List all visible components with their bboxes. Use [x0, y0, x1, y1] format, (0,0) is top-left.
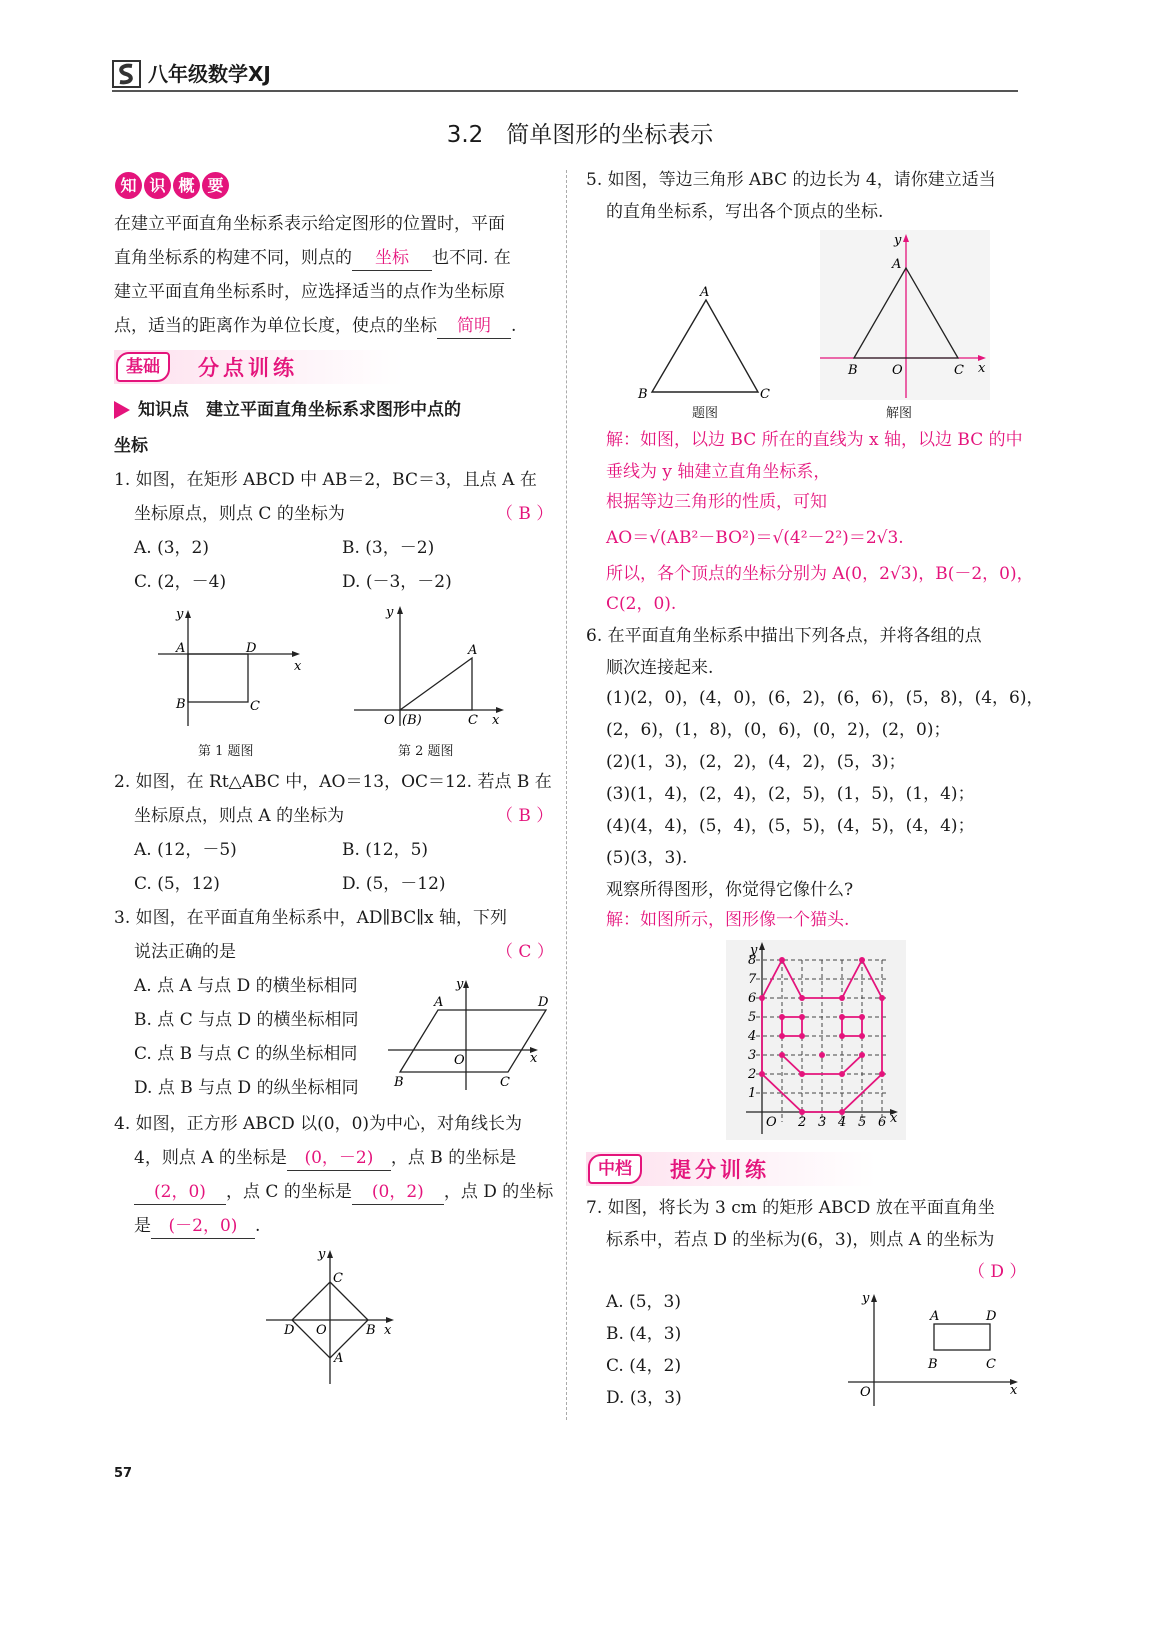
svg-text:4: 4 [748, 1029, 757, 1044]
advanced-tag: 中档 [588, 1154, 642, 1184]
q2-option-d: D. (5，－12) [342, 874, 446, 894]
knowledge-text: 知识点 建立平面直角坐标系求图形中点的 [138, 400, 461, 420]
q3-line: 说法正确的是 [134, 942, 236, 962]
q4-line [134, 1214, 260, 1239]
q5-question-caption: 题图 [692, 406, 719, 421]
svg-text:x: x [890, 1111, 898, 1126]
svg-text:C: C [954, 363, 964, 378]
svg-text:6: 6 [748, 991, 757, 1006]
svg-text:y: y [750, 943, 758, 958]
q6-cat-figure [726, 940, 906, 1140]
svg-text:B: B [638, 387, 648, 400]
svg-text:A: A [930, 1309, 940, 1324]
svg-text:B: B [176, 697, 186, 712]
q7-option-a: A. (5，3) [606, 1292, 681, 1312]
svg-text:x: x [294, 659, 302, 674]
svg-text:2: 2 [798, 1115, 807, 1130]
column-divider [566, 170, 567, 1420]
svg-text:O: O [316, 1323, 327, 1338]
svg-text:7: 7 [748, 972, 757, 987]
svg-text:3: 3 [748, 1048, 757, 1063]
q2-option-b: B. (12，5) [342, 840, 429, 860]
q5-solution-caption: 解图 [886, 406, 913, 421]
q1-option-b: B. (3，－2) [342, 538, 435, 558]
q4-text: ，点 B 的坐标是 [390, 1148, 517, 1168]
q1-option-a: A. (3，2) [134, 538, 209, 558]
q7-option-b: B. (4，3) [606, 1324, 682, 1344]
svg-text:x: x [530, 1051, 538, 1066]
q1-figure-caption: 第 1 题图 [198, 744, 254, 759]
q1-answer: （ B ） [496, 504, 554, 524]
q6-question: 观察所得图形，你觉得它像什么? [606, 880, 854, 900]
svg-text:A: A [176, 641, 186, 656]
overview-line [114, 314, 516, 339]
svg-text:C: C [760, 387, 770, 400]
q2-line: 坐标原点，则点 A 的坐标为 [134, 806, 345, 826]
q5-line: 5. 如图，等边三角形 ABC 的边长为 4，请你建立适当 [586, 170, 996, 190]
advanced-banner [586, 1152, 876, 1186]
badge-char: 识 [144, 172, 171, 199]
q2-line: 2. 如图，在 Rt△ABC 中，AO＝13，OC＝12. 若点 B 在 [114, 772, 552, 792]
q5-solution-line: 垂线为 y 轴建立直角坐标系， [606, 462, 831, 482]
svg-text:y: y [318, 1247, 326, 1262]
svg-text:5: 5 [858, 1115, 867, 1130]
svg-text:C: C [500, 1075, 510, 1090]
q3-figure [384, 972, 554, 1092]
q7-figure [842, 1288, 1024, 1410]
q2-answer: （ B ） [496, 806, 554, 826]
svg-text:C: C [250, 699, 260, 714]
play-icon [114, 401, 130, 419]
svg-text:O: O [766, 1115, 777, 1130]
svg-text:y: y [176, 607, 184, 622]
svg-text:D: D [986, 1309, 997, 1324]
basic-banner [114, 350, 404, 384]
section-title: 3.2 简单图形的坐标表示 [446, 122, 714, 148]
q7-option-c: C. (4，2) [606, 1356, 682, 1376]
q6-points: (5)(3，3). [606, 848, 688, 868]
svg-text:1: 1 [748, 1086, 757, 1101]
q6-points: (3)(1，4)，(2，4)，(2，5)，(1，5)，(1，4)； [606, 784, 975, 804]
q7-option-d: D. (3，3) [606, 1388, 682, 1408]
q5-solution-line: AO＝√(AB²－BO²)＝√(4²－2²)＝2√3. [606, 528, 904, 548]
knowledge-point-cont: 坐标 [114, 436, 148, 456]
answer-blank: (0，－2) [287, 1146, 391, 1171]
q5-line: 的直角坐标系，写出各个顶点的坐标. [606, 202, 884, 222]
q1-option-d: D. (－3，－2) [342, 572, 452, 592]
svg-text:x: x [384, 1323, 392, 1338]
svg-text:6: 6 [878, 1115, 887, 1130]
svg-text:x: x [1010, 1383, 1018, 1398]
q4-line [134, 1180, 553, 1205]
header [112, 60, 1018, 92]
q3-option-c: C. 点 B 与点 C 的纵坐标相同 [134, 1044, 358, 1064]
q4-line [134, 1146, 516, 1171]
q2-figure-caption: 第 2 题图 [398, 744, 454, 759]
svg-text:C: C [986, 1357, 996, 1372]
overview-text: . [511, 316, 517, 336]
q6-line: 6. 在平面直角坐标系中描出下列各点，并将各组的点 [586, 626, 982, 646]
overview-text: 直角坐标系的构建不同，则点的 [114, 248, 352, 268]
q5-solution-line: C(2，0). [606, 594, 677, 614]
svg-text:(B): (B) [402, 713, 422, 728]
q7-line: 标系中，若点 D 的坐标为(6，3)，则点 A 的坐标为 [606, 1230, 995, 1250]
overview-badge [115, 172, 231, 199]
q4-text: ，点 C 的坐标是 [226, 1182, 352, 1202]
q4-figure [262, 1242, 402, 1387]
q4-line: 4. 如图，正方形 ABCD 以(0，0)为中心，对角线长为 [114, 1114, 523, 1134]
svg-text:x: x [492, 713, 500, 728]
overview-line: 在建立平面直角坐标系表示给定图形的位置时，平面 [114, 214, 505, 234]
q5-solution-figure [820, 230, 990, 400]
q2-figure [350, 600, 510, 732]
svg-text:D: D [538, 995, 549, 1010]
svg-text:O: O [860, 1385, 871, 1400]
overview-text: 也不同. 在 [432, 248, 511, 268]
svg-text:D: D [246, 641, 257, 656]
basic-title: 分点训练 [198, 356, 298, 380]
logo-icon [112, 60, 142, 88]
svg-text:5: 5 [748, 1010, 757, 1025]
overview-line [114, 246, 511, 271]
svg-text:y: y [894, 233, 902, 248]
answer-blank: 坐标 [352, 246, 432, 271]
answer-blank: (－2，0) [151, 1214, 255, 1239]
svg-text:O: O [384, 713, 395, 728]
q1-figure [150, 602, 320, 732]
q2-option-c: C. (5，12) [134, 874, 220, 894]
q4-text: ，点 D 的坐标 [443, 1182, 554, 1202]
q6-points: (2，6)，(1，8)，(0，6)，(0，2)，(2，0)； [606, 720, 951, 740]
svg-text:C: C [333, 1271, 343, 1286]
overview-line: 建立平面直角坐标系时，应选择适当的点作为坐标原 [114, 282, 505, 302]
q3-option-d: D. 点 B 与点 D 的纵坐标相同 [134, 1078, 359, 1098]
svg-text:B: B [366, 1323, 376, 1338]
answer-blank: (2，0) [134, 1180, 226, 1205]
badge-char: 知 [115, 172, 142, 199]
q6-points: (1)(2，0)，(4，0)，(6，2)，(6，6)，(5，8)，(4，6)， [606, 688, 1044, 708]
q5-solution-line: 所以，各个顶点的坐标分别为 A(0，2√3)，B(－2，0)， [606, 564, 1034, 584]
q7-line: 7. 如图，将长为 3 cm 的矩形 ABCD 放在平面直角坐 [586, 1198, 995, 1218]
q3-line: 3. 如图，在平面直角坐标系中，AD∥BC∥x 轴，下列 [114, 908, 508, 928]
answer-blank: (0，2) [352, 1180, 444, 1205]
svg-text:B: B [848, 363, 858, 378]
svg-text:A: A [700, 285, 710, 300]
svg-text:A: A [434, 995, 444, 1010]
q1-line: 坐标原点，则点 C 的坐标为 [134, 504, 345, 524]
answer-blank: 简明 [437, 314, 511, 339]
svg-text:y: y [386, 605, 394, 620]
svg-text:3: 3 [818, 1115, 827, 1130]
q6-points: (2)(1，3)，(2，2)，(4，2)，(5，3)； [606, 752, 906, 772]
svg-text:A: A [468, 643, 478, 658]
svg-text:y: y [456, 977, 464, 992]
svg-text:A: A [892, 257, 902, 272]
basic-tag: 基础 [116, 352, 170, 382]
q2-option-a: A. (12，－5) [134, 840, 237, 860]
q5-solution-line: 解：如图，以边 BC 所在的直线为 x 轴，以边 BC 的中 [606, 430, 1023, 450]
q5-solution-line: 根据等边三角形的性质，可知 [606, 492, 827, 512]
q4-text: 是 [134, 1216, 151, 1236]
q7-answer: （ D ） [968, 1262, 1027, 1282]
page-number: 57 [114, 1466, 133, 1481]
svg-text:B: B [928, 1357, 938, 1372]
svg-text:C: C [468, 713, 478, 728]
svg-text:A: A [334, 1351, 344, 1366]
q6-solution: 解：如图所示，图形像一个猫头. [606, 910, 850, 930]
svg-text:8: 8 [748, 953, 757, 968]
svg-text:B: B [394, 1075, 404, 1090]
q5-question-figure [636, 280, 776, 400]
q1-line: 1. 如图，在矩形 ABCD 中 AB＝2，BC＝3，且点 A 在 [114, 470, 537, 490]
knowledge-point [114, 398, 461, 422]
svg-text:O: O [454, 1053, 465, 1068]
q6-line: 顺次连接起来. [606, 658, 714, 678]
svg-text:O: O [892, 363, 903, 378]
q4-text: . [255, 1216, 261, 1236]
overview-text: 点，适当的距离作为单位长度，使点的坐标 [114, 316, 437, 336]
q3-option-a: A. 点 A 与点 D 的横坐标相同 [134, 976, 358, 996]
badge-char: 概 [173, 172, 200, 199]
q3-option-b: B. 点 C 与点 D 的横坐标相同 [134, 1010, 359, 1030]
svg-text:D: D [284, 1323, 295, 1338]
q1-option-c: C. (2，－4) [134, 572, 227, 592]
svg-text:2: 2 [748, 1067, 757, 1082]
badge-char: 要 [202, 172, 229, 199]
q4-text: 4，则点 A 的坐标是 [134, 1148, 287, 1168]
advanced-title: 提分训练 [670, 1158, 770, 1182]
svg-text:4: 4 [838, 1115, 847, 1130]
svg-text:x: x [978, 361, 986, 376]
svg-text:y: y [862, 1291, 870, 1306]
book-title: 八年级数学XJ [148, 62, 271, 86]
q6-points: (4)(4，4)，(5，4)，(5，5)，(4，5)，(4，4)； [606, 816, 975, 836]
q3-answer: （ C ） [496, 942, 554, 962]
